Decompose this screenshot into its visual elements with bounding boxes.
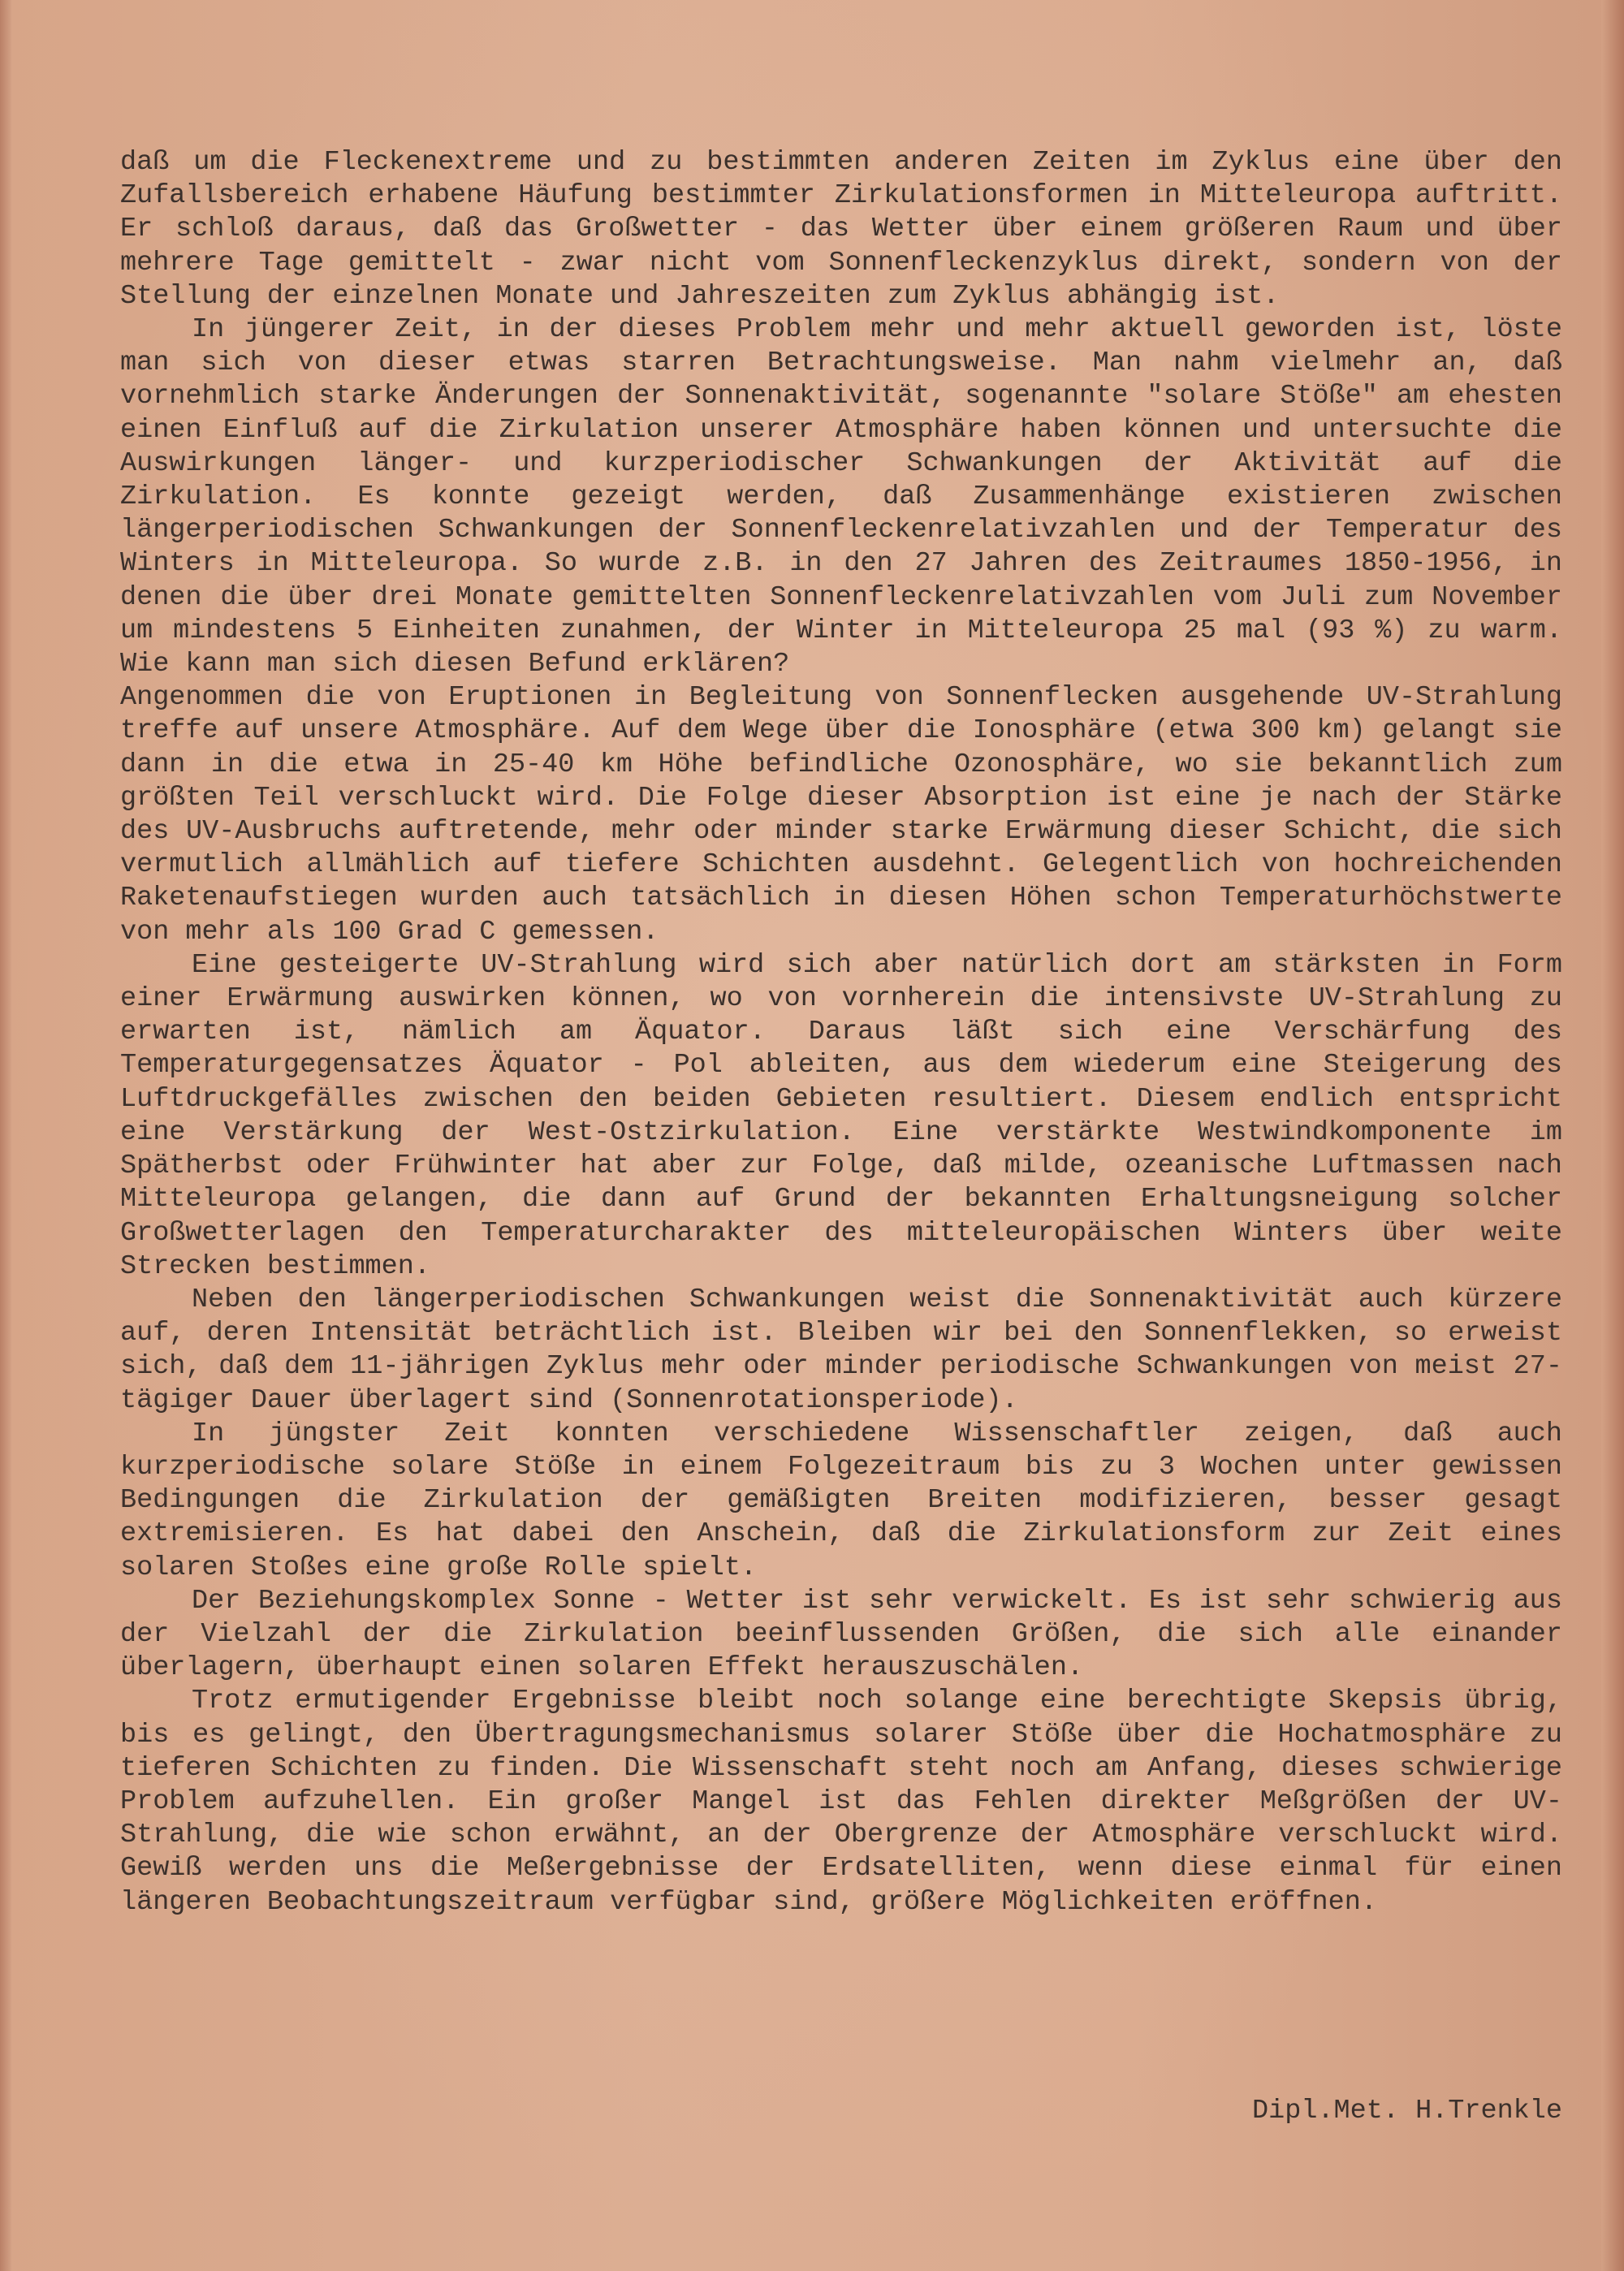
paragraph-7: Der Beziehungskomplex Sonne - Wetter ist sehr verwickelt. Es ist sehr schwierig aus der Vielzahl der die Zirkulation beeinflussenden Größen, die sich alle einander überlagern, überhaupt einen solaren Effekt herauszuschälen. bbox=[120, 1585, 1562, 1684]
paragraph-8: Trotz ermutigender Ergebnisse bleibt noch solange eine berechtigte Skepsis übrig, bis es gelingt, den Übertragungsmechanismus solarer Stöße über die Hochatmosphäre zu tieferen Schichten zu finden. Die Wissenschaft steht noch am Anfang, dieses schwierige Problem aufzuhellen. Ein großer Mangel ist das Fehlen direkter Meßgrößen der UV-Strahlung, die wie schon erwähnt, an der Obergrenze der Atmosphäre verschluckt wird. Gewiß werden uns die Meßergebnisse der Erdsatelliten, wenn diese einmal für einen längeren Beobachtungszeitraum verfügbar sind, größere Möglichkeiten eröffnen. bbox=[120, 1686, 1562, 1918]
paragraph-6: In jüngster Zeit konnten verschiedene Wissenschaftler zeigen, daß auch kurzperiodische solare Stöße in einem Folgezeitraum bis zu 3 Wochen unter gewissen Bedingungen die Zirkulation der gemäßigten Breiten modifizieren, besser gesagt extremisieren. Es hat dabei den Anschein, daß die Zirkulationsform zur Zeit eines solaren Stoßes eine große Rolle spielt. bbox=[120, 1418, 1562, 1583]
paragraph-1: daß um die Fleckenextreme und zu bestimmten anderen Zeiten im Zyklus eine über den Zufallsbereich erhabene Häufung bestimmter Zirkulationsformen in Mitteleuropa auftritt. Er schloß daraus, daß das Großwetter - das Wetter über einem größeren Raum und über mehrere Tage gemittelt - zwar nicht vom Sonnenfleckenzyklus direkt, sondern von der Stellung der einzelnen Monate und Jahreszeiten zum Zyklus abhängig ist. bbox=[120, 147, 1562, 312]
body-text bbox=[120, 146, 1562, 1919]
page-edge-right bbox=[1601, 0, 1624, 2271]
page-edge-left bbox=[0, 0, 11, 2271]
paragraph-2: In jüngerer Zeit, in der dieses Problem mehr und mehr aktuell geworden ist, löste man sich von dieser etwas starren Betrachtungsweise. Man nahm vielmehr an, daß vornehmlich starke Änderungen der Sonnenaktivität, sogenannte "solare Stöße" am ehesten einen Einfluß auf die Zirkulation unserer Atmosphäre haben können und untersuchte die Auswirkungen länger- und kurzperiodischer Schwankungen der Aktivität auf die Zirkulation. Es konnte gezeigt werden, daß Zusammenhänge existieren zwischen längerperiodischen Schwankungen der Sonnenfleckenrelativzahlen und der Temperatur des Winters in Mitteleuropa. So wurde z.B. in den 27 Jahren des Zeitraumes 1850-1956, in denen die über drei Monate gemittelten Sonnenfleckenrelativzahlen vom Juli zum November um mindestens 5 Einheiten zunahmen, der Winter in Mitteleuropa 25 mal (93 %) zu warm. Wie kann man sich diesen Befund erklären? bbox=[120, 314, 1562, 680]
paragraph-3: Angenommen die von Eruptionen in Begleitung von Sonnenflecken ausgehende UV-Strahlung treffe auf unsere Atmosphäre. Auf dem Wege über die Ionosphäre (etwa 300 km) gelangt sie dann in die etwa in 25-40 km Höhe befindliche Ozonosphäre, wo sie bekanntlich zum größten Teil verschluckt wird. Die Folge dieser Absorption ist eine je nach der Stärke des UV-Ausbruchs auftretende, mehr oder minder starke Erwärmung dieser Schicht, die sich vermutlich allmählich auf tiefere Schichten ausdehnt. Gelegentlich von hochreichenden Raketenaufstiegen wurden auch tatsächlich in diesen Höhen schon Temperaturhöchstwerte von mehr als 100 Grad C gemessen. bbox=[120, 682, 1562, 948]
paragraph-5: Neben den längerperiodischen Schwankungen weist die Sonnenaktivität auch kürzere auf, deren Intensität beträchtlich ist. Bleiben wir bei den Sonnenflekken, so erweist sich, daß dem 11-jährigen Zyklus mehr oder minder periodische Schwankungen von meist 27-tägiger Dauer überlagert sind (Sonnenrotationsperiode). bbox=[120, 1284, 1562, 1416]
author-signature: Dipl.Met. H.Trenkle bbox=[1252, 2096, 1562, 2126]
paragraph-4: Eine gesteigerte UV-Strahlung wird sich aber natürlich dort am stärksten in Form einer Erwärmung auswirken können, wo von vornherein die intensivste UV-Strahlung zu erwarten ist, nämlich am Äquator. Daraus läßt sich eine Verschärfung des Temperaturgegensatzes Äquator - Pol ableiten, aus dem wiederum eine Steigerung des Luftdruckgefälles zwischen den beiden Gebieten resultiert. Diesem endlich entspricht eine Verstärkung der West-Ostzirkulation. Eine verstärkte Westwindkomponente im Spätherbst oder Frühwinter hat aber zur Folge, daß milde, ozeanische Luftmassen nach Mitteleuropa gelangen, die dann auf Grund der bekannten Erhaltungsneigung solcher Großwetterlagen den Temperaturcharakter des mitteleuropäischen Winters über weite Strecken bestimmen. bbox=[120, 949, 1562, 1282]
